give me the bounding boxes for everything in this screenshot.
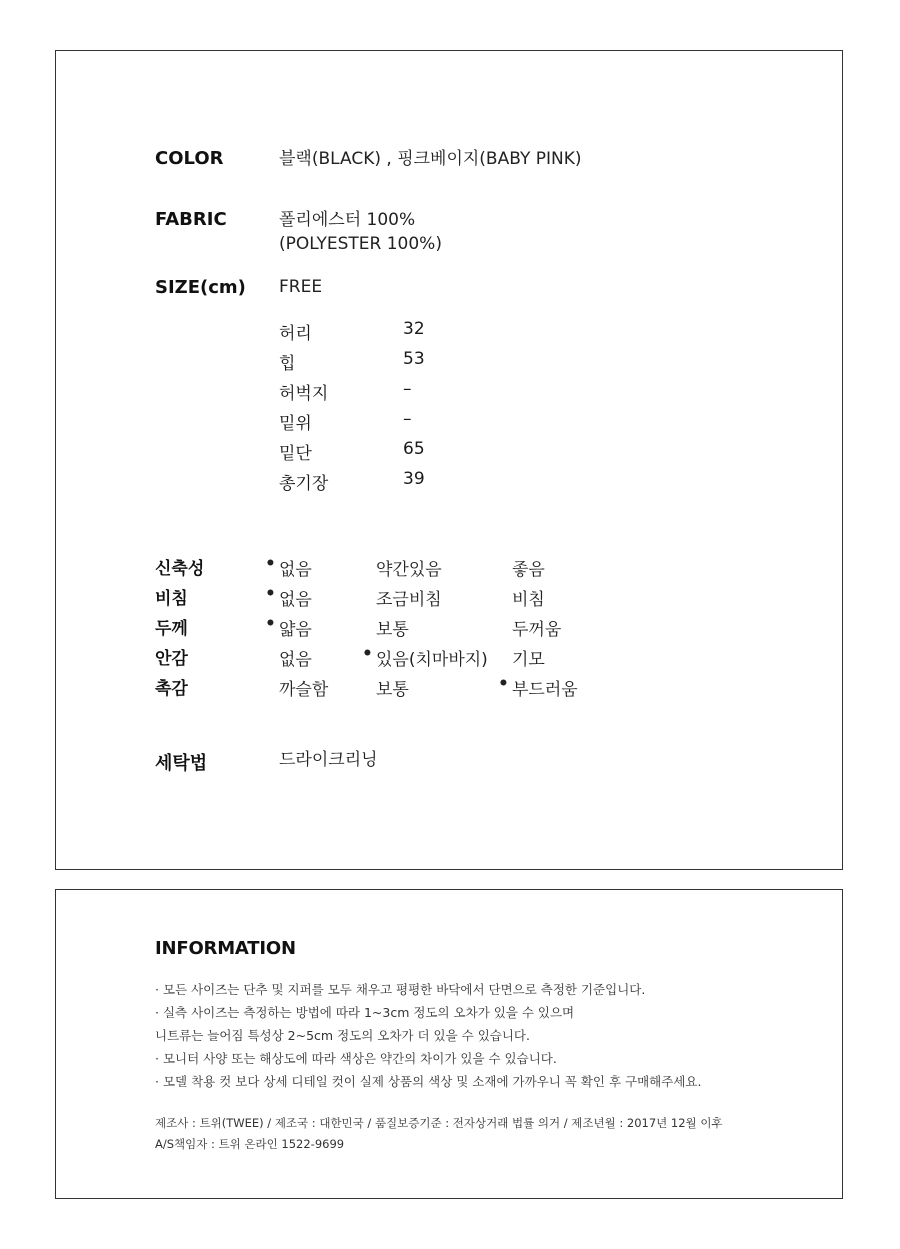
attribute-option — [279, 675, 328, 700]
info-line: 니트류는 늘어짐 특성상 2~5cm 정도의 오차가 더 있을 수 있습니다. — [155, 1028, 530, 1043]
attribute-option — [265, 554, 312, 580]
attribute-option — [265, 614, 312, 640]
attribute-option-text: 없음 — [279, 560, 312, 580]
manufacturer-info: 제조사 : 트위(TWEE) / 제조국 : 대한민국 / 품질보증기준 : 전자상거래 법률 의거 / 제조년월 : 2017년 12월 이후 — [155, 1116, 723, 1130]
info-line: · 모델 착용 컷 보다 상세 디테일 컷이 실제 상품의 색상 및 소재에 가까우니 꼭 확인 후 구매해주세요. — [155, 1074, 702, 1089]
attribute-label: 신축성 — [155, 559, 205, 579]
info-line: · 모니터 사양 또는 해상도에 따라 색상은 약간의 차이가 있을 수 있습니다. — [155, 1051, 557, 1066]
attribute-label: 두께 — [155, 619, 188, 639]
size-row-name: 허벅지 — [279, 384, 329, 404]
attribute-option — [265, 584, 312, 610]
size-row-thigh — [279, 379, 579, 409]
attribute-label: 촉감 — [155, 679, 188, 699]
info-line: · 실측 사이즈는 측정하는 방법에 따라 1~3cm 정도의 오차가 있을 수 있으며 — [155, 1005, 575, 1020]
size-row-value: – — [403, 379, 412, 399]
attribute-label: 안감 — [155, 649, 188, 669]
fabric-label: FABRIC — [155, 209, 227, 230]
size-row-waist — [279, 319, 579, 349]
size-row-name: 밑단 — [279, 444, 312, 464]
selected-bullet-icon: • — [498, 674, 509, 694]
selected-bullet-icon: • — [265, 614, 276, 634]
size-value: FREE — [279, 277, 323, 297]
attribute-option — [498, 674, 578, 700]
attribute-option-text: 좋음 — [512, 560, 545, 580]
attribute-option-text: 약간있음 — [376, 560, 442, 580]
selected-bullet-icon: • — [362, 644, 373, 664]
size-row-name: 총기장 — [279, 474, 329, 494]
fabric-value-en: (POLYESTER 100%) — [279, 234, 442, 254]
attribute-option-text: 까슬함 — [279, 680, 329, 700]
attribute-option — [279, 645, 312, 670]
size-row-length — [279, 469, 579, 499]
attribute-option — [376, 615, 409, 640]
attribute-option-text: 없음 — [279, 650, 312, 670]
size-label: SIZE(cm) — [155, 277, 246, 298]
attribute-option — [376, 585, 442, 610]
wash-label: 세탁법 — [155, 753, 208, 774]
attribute-label: 비침 — [155, 589, 188, 609]
information-title: INFORMATION — [155, 938, 296, 959]
size-row-value: 65 — [403, 439, 425, 459]
size-row-value: 53 — [403, 349, 425, 369]
attribute-option-text: 기모 — [512, 650, 545, 670]
attribute-option-text: 보통 — [376, 620, 409, 640]
attribute-option — [512, 555, 545, 580]
fabric-value: 폴리에스터 100% — [279, 210, 416, 230]
info-line: · 모든 사이즈는 단추 및 지퍼를 모두 채우고 평평한 바닥에서 단면으로 측정한 기준입니다. — [155, 982, 646, 997]
size-row-rise — [279, 409, 579, 439]
attribute-option-text: 비침 — [512, 590, 545, 610]
size-row-hip — [279, 349, 579, 379]
size-row-name: 밑위 — [279, 414, 312, 434]
attribute-option-text: 두꺼움 — [512, 620, 562, 640]
size-row-value: 32 — [403, 319, 425, 339]
color-value: 블랙(BLACK) , 핑크베이지(BABY PINK) — [279, 149, 582, 169]
information-panel — [55, 889, 843, 1199]
wash-value: 드라이크리닝 — [279, 750, 378, 770]
color-label: COLOR — [155, 148, 224, 169]
attribute-option — [376, 675, 409, 700]
attribute-option-text: 부드러움 — [512, 680, 578, 700]
attribute-option — [362, 644, 488, 670]
selected-bullet-icon: • — [265, 584, 276, 604]
attribute-option-text: 얇음 — [279, 620, 312, 640]
size-row-value: – — [403, 409, 412, 429]
attribute-option-text: 조금비침 — [376, 590, 442, 610]
attribute-option — [376, 555, 442, 580]
selected-bullet-icon: • — [265, 554, 276, 574]
product-spec-panel — [55, 50, 843, 870]
attribute-option-text: 있음(치마바지) — [376, 650, 488, 670]
attribute-option — [512, 645, 545, 670]
attribute-option — [512, 615, 561, 640]
as-contact-info: A/S책임자 : 트위 온라인 1522-9699 — [155, 1137, 345, 1151]
size-row-hem — [279, 439, 579, 469]
attribute-option-text: 보통 — [376, 680, 409, 700]
attribute-option — [512, 585, 545, 610]
attribute-option-text: 없음 — [279, 590, 312, 610]
size-row-name: 힙 — [279, 354, 296, 374]
size-row-value: 39 — [403, 469, 425, 489]
size-row-name: 허리 — [279, 324, 312, 344]
